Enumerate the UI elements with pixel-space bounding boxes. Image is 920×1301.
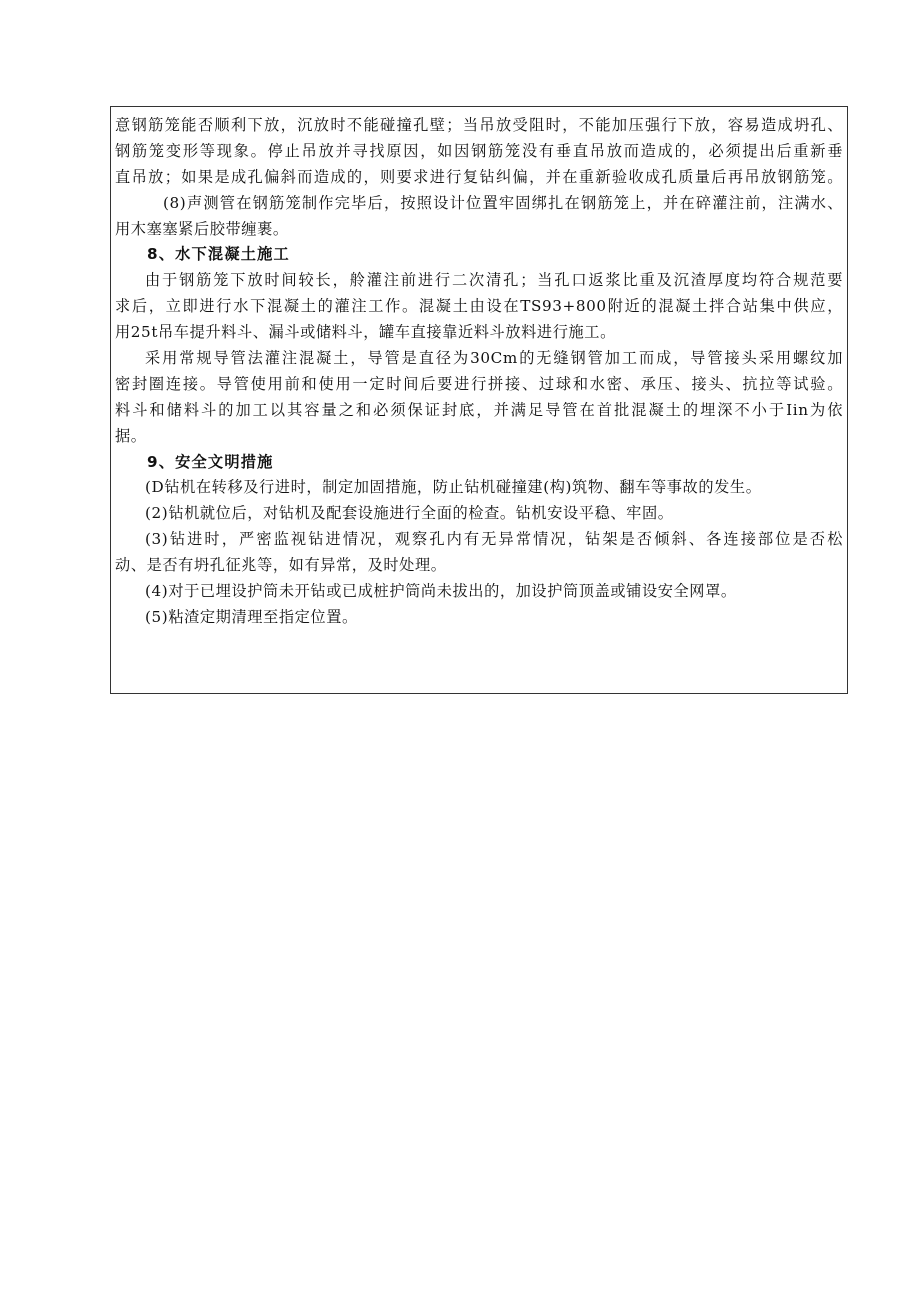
section-heading-8: 8、水下混凝土施工	[147, 245, 290, 264]
text-line-10: 采用常规导管法灌注混凝土，导管是直径为30Cm的无缝钢管加工而成，导管接头采用螺纹加	[145, 349, 843, 368]
document-table-cell	[110, 106, 848, 694]
text-line-1: 意钢筋笼能否顺利下放，沉放时不能碰撞孔壁；当吊放受阻时，不能加压强行下放，容易造成坍孔、	[115, 116, 843, 134]
text-line-18: 动、是否有坍孔征兆等，如有异常，及时处理。	[115, 556, 447, 575]
text-line-13: 据。	[115, 426, 147, 445]
text-line-5: 用木塞塞紧后胶带缠裹。	[115, 219, 289, 238]
text-line-2: 钢筋笼变形等现象。停止吊放并寻找原因，如因钢筋笼没有垂直吊放而造成的，必须提出后重新垂	[115, 141, 843, 160]
text-line-15: (D钻机在转移及行进时，制定加固措施，防止钻机碰撞建(构)筑物、翻车等事故的发生。	[145, 478, 762, 497]
text-line-16: (2)钻机就位后，对钻机及配套设施进行全面的检查。钻机安设平稳、牢固。	[145, 504, 674, 523]
text-line-20: (5)粘渣定期清理至指定位置。	[145, 607, 358, 626]
text-line-4: (8)声测管在钢筋笼制作完毕后，按照设计位置牢固绑扎在钢筋笼上，并在碎灌注前，注满水、	[163, 193, 843, 212]
section-heading-9: 9、安全文明措施	[147, 452, 274, 471]
text-line-12: 料斗和储料斗的加工以其容量之和必须保证封底，并满足导管在首批混凝土的埋深不小于Iin为依	[115, 400, 843, 419]
text-line-9: 用25t吊车提升料斗、漏斗或储料斗，罐车直接靠近料斗放料进行施工。	[115, 323, 616, 342]
text-line-19: (4)对于已埋设护筒未开钻或已成桩护筒尚未拔出的，加设护筒顶盖或铺设安全网罩。	[145, 582, 737, 601]
text-line-11: 密封圈连接。导管使用前和使用一定时间后要进行拼接、过球和水密、承压、接头、抗拉等试验。	[115, 374, 843, 393]
text-line-3: 直吊放；如果是成孔偏斜而造成的，则要求进行复钻纠偏，并在重新验收成孔质量后再吊放钢筋笼。	[115, 167, 843, 186]
text-line-7: 由于钢筋笼下放时间较长，舲灌注前进行二次清孔；当孔口返浆比重及沉渣厚度均符合规范要	[145, 271, 843, 290]
text-line-8: 求后，立即进行水下混凝土的灌注工作。混凝土由设在TS93+800附近的混凝土拌合站集中供应，	[115, 297, 843, 316]
text-line-17: (3)钻进时，严密监视钻进情况，观察孔内有无异常情况，钻架是否倾斜、各连接部位是否松	[145, 530, 843, 549]
